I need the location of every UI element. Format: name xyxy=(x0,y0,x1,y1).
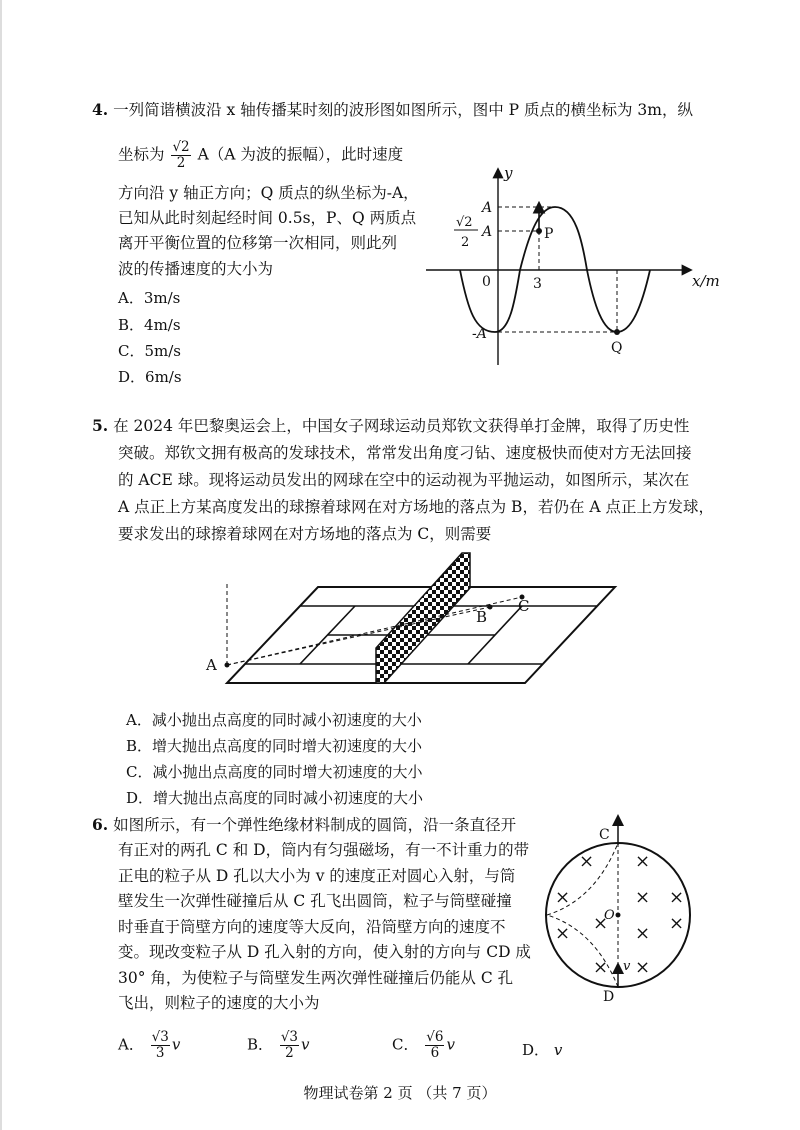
label-rootA-num: √2 xyxy=(456,215,473,230)
q4-fraction xyxy=(171,140,190,171)
path-to-B xyxy=(227,607,490,665)
q6-line-2: 有正对的两孔 C 和 D，筒内有匀强磁场，有一不计重力的带 xyxy=(118,841,530,859)
q6-option-c[interactable] xyxy=(392,1030,455,1061)
x-axis-label: x/m xyxy=(692,272,720,290)
label-O: O xyxy=(604,908,615,923)
q4-line-1 xyxy=(92,100,693,120)
label-Q: Q xyxy=(611,340,623,356)
q6-option-a[interactable] xyxy=(118,1030,180,1061)
q6-option-c-fraction xyxy=(425,1030,444,1061)
q6-number: 6. xyxy=(92,815,109,834)
q5-option-b[interactable]: B．增大抛出点高度的同时增大初速度的大小 xyxy=(126,737,423,755)
point-P xyxy=(536,228,542,234)
label-C: C xyxy=(599,827,610,843)
field-cross: × xyxy=(555,923,571,944)
q6-option-b-fraction xyxy=(280,1030,299,1061)
label-rootA-den: 2 xyxy=(461,235,470,250)
q5-text-1: 在 2024 年巴黎奥运会上，中国女子网球运动员郑钦文获得单打金牌，取得了历史性 xyxy=(113,417,690,435)
q6-option-b-num: √3 xyxy=(280,1029,299,1045)
tennis-court-figure xyxy=(200,550,620,700)
cylinder-figure xyxy=(535,815,695,1005)
q6-option-d-suffix: v xyxy=(553,1041,563,1059)
q6-line-7: 30° 角，为使粒子与筒壁发生两次弹性碰撞后仍能从 C 孔 xyxy=(118,969,514,987)
q6-option-c-suffix: v xyxy=(446,1035,455,1054)
field-cross: × xyxy=(635,851,651,872)
q6-option-a-fraction xyxy=(151,1030,170,1061)
point-Q xyxy=(614,329,620,335)
label-D: D xyxy=(603,989,615,1005)
q4-text-1: 一列简谐横波沿 x 轴传播某时刻的波形图如图所示，图中 P 质点的横坐标为 3m，纵 xyxy=(113,101,693,119)
q5-option-d[interactable]: D．增大抛出点高度的同时减小初速度的大小 xyxy=(126,789,424,807)
q4-text-2-pre: 坐标为 xyxy=(118,145,165,164)
field-cross: × xyxy=(593,913,609,934)
q6-option-b[interactable] xyxy=(247,1030,310,1061)
q6-option-a-den: 3 xyxy=(155,1045,165,1061)
q6-option-a-letter: A． xyxy=(118,1035,144,1054)
field-cross: × xyxy=(635,957,651,978)
tick-3-label: 3 xyxy=(533,276,542,292)
label-A: A xyxy=(206,656,217,674)
page-edge xyxy=(0,0,2,1130)
q5-option-a[interactable]: A．减小抛出点高度的同时减小初速度的大小 xyxy=(126,711,422,729)
q4-option-a[interactable]: A．3m/s xyxy=(118,289,181,307)
q5-number: 5. xyxy=(92,416,109,435)
q6-line-4: 壁发生一次弹性碰撞后从 C 孔飞出圆筒，粒子与筒壁碰撞 xyxy=(118,892,512,910)
field-cross: × xyxy=(635,887,651,908)
label-B: B xyxy=(476,608,488,626)
label-negA: -A xyxy=(472,326,487,342)
q4-option-c[interactable]: C．5m/s xyxy=(118,342,181,360)
label-rootA-suffix: A xyxy=(482,224,493,240)
q4-line-4: 已知从此时刻起经时间 0.5s，P、Q 两质点 xyxy=(118,209,417,227)
label-P: P xyxy=(544,226,554,242)
field-cross: × xyxy=(669,913,685,934)
q6-option-a-suffix: v xyxy=(171,1035,181,1054)
q6-option-d[interactable] xyxy=(522,1040,562,1060)
q5-line-3: 的 ACE 球。现将运动员发出的网球在空中的运动视为平抛运动，如图所示，某次在 xyxy=(118,471,690,489)
q6-option-b-den: 2 xyxy=(285,1045,294,1061)
q6-line-6: 变。现改变粒子从 D 孔入射的方向，使入射的方向与 CD 成 xyxy=(118,943,531,961)
field-cross: × xyxy=(579,851,595,872)
q6-option-c-den: 6 xyxy=(430,1045,440,1061)
q6-text-1: 如图所示，有一个弹性绝缘材料制成的圆筒，沿一条直径开 xyxy=(113,816,517,834)
q4-option-b[interactable]: B．4m/s xyxy=(118,316,181,334)
field-cross: × xyxy=(635,923,651,944)
q6-line-1 xyxy=(92,815,516,835)
wave-graph xyxy=(420,160,720,370)
label-v: v xyxy=(623,959,631,974)
q4-option-d[interactable]: D．6m/s xyxy=(118,368,182,386)
y-axis-label: y xyxy=(504,164,513,182)
q5-line-4: A 点正上方某高度发出的球擦着球网在对方场地的落点为 B，若仍在 A 点正上方发球， xyxy=(118,498,714,516)
field-cross: × xyxy=(593,957,609,978)
q4-line-3: 方向沿 y 轴正方向；Q 质点的纵坐标为-A， xyxy=(118,184,419,202)
field-cross: × xyxy=(555,887,571,908)
label-C: C xyxy=(518,597,530,615)
q4-line-2 xyxy=(118,140,403,171)
q4-line-6: 波的传播速度的大小为 xyxy=(118,260,274,278)
q6-option-c-letter: C． xyxy=(392,1035,419,1054)
q4-number: 4. xyxy=(92,100,109,119)
origin-label: 0 xyxy=(482,274,491,290)
q5-line-2: 突破。郑钦文拥有极高的发球技术，常常发出角度刁钻、速度极快而使对方无法回接 xyxy=(118,444,692,462)
page-footer: 物理试卷第 2 页 （共 7 页） xyxy=(303,1084,497,1102)
label-A: A xyxy=(482,200,493,216)
q4-fraction-num: √2 xyxy=(172,139,190,155)
q5-line-1 xyxy=(92,416,689,436)
q6-line-3: 正电的粒子从 D 孔以大小为 v 的速度正对圆心入射，与筒 xyxy=(118,867,516,885)
q5-line-5: 要求发出的球擦着球网在对方场地的落点为 C，则需要 xyxy=(118,525,492,543)
q6-option-a-num: √3 xyxy=(151,1029,169,1045)
q6-option-d-letter: D． xyxy=(522,1041,550,1059)
field-cross: × xyxy=(669,887,685,908)
q4-line-5: 离开平衡位置的位移第一次相同，则此列 xyxy=(118,234,398,252)
point-B xyxy=(488,605,493,610)
q6-line-5: 时垂直于筒壁方向的速度等大反向，沿筒壁方向的速度不 xyxy=(118,918,506,936)
q5-option-c[interactable]: C．减小抛出点高度的同时增大初速度的大小 xyxy=(126,763,423,781)
q6-option-b-letter: B． xyxy=(247,1035,274,1054)
q6-option-c-num: √6 xyxy=(426,1029,444,1045)
q6-option-b-suffix: v xyxy=(301,1035,310,1054)
q6-line-8: 飞出，则粒子的速度的大小为 xyxy=(118,994,320,1012)
q4-fraction-den: 2 xyxy=(176,155,186,171)
point-A xyxy=(225,663,230,668)
q4-text-2-post: A（A 为波的振幅），此时速度 xyxy=(197,145,404,164)
center-O xyxy=(616,913,621,918)
